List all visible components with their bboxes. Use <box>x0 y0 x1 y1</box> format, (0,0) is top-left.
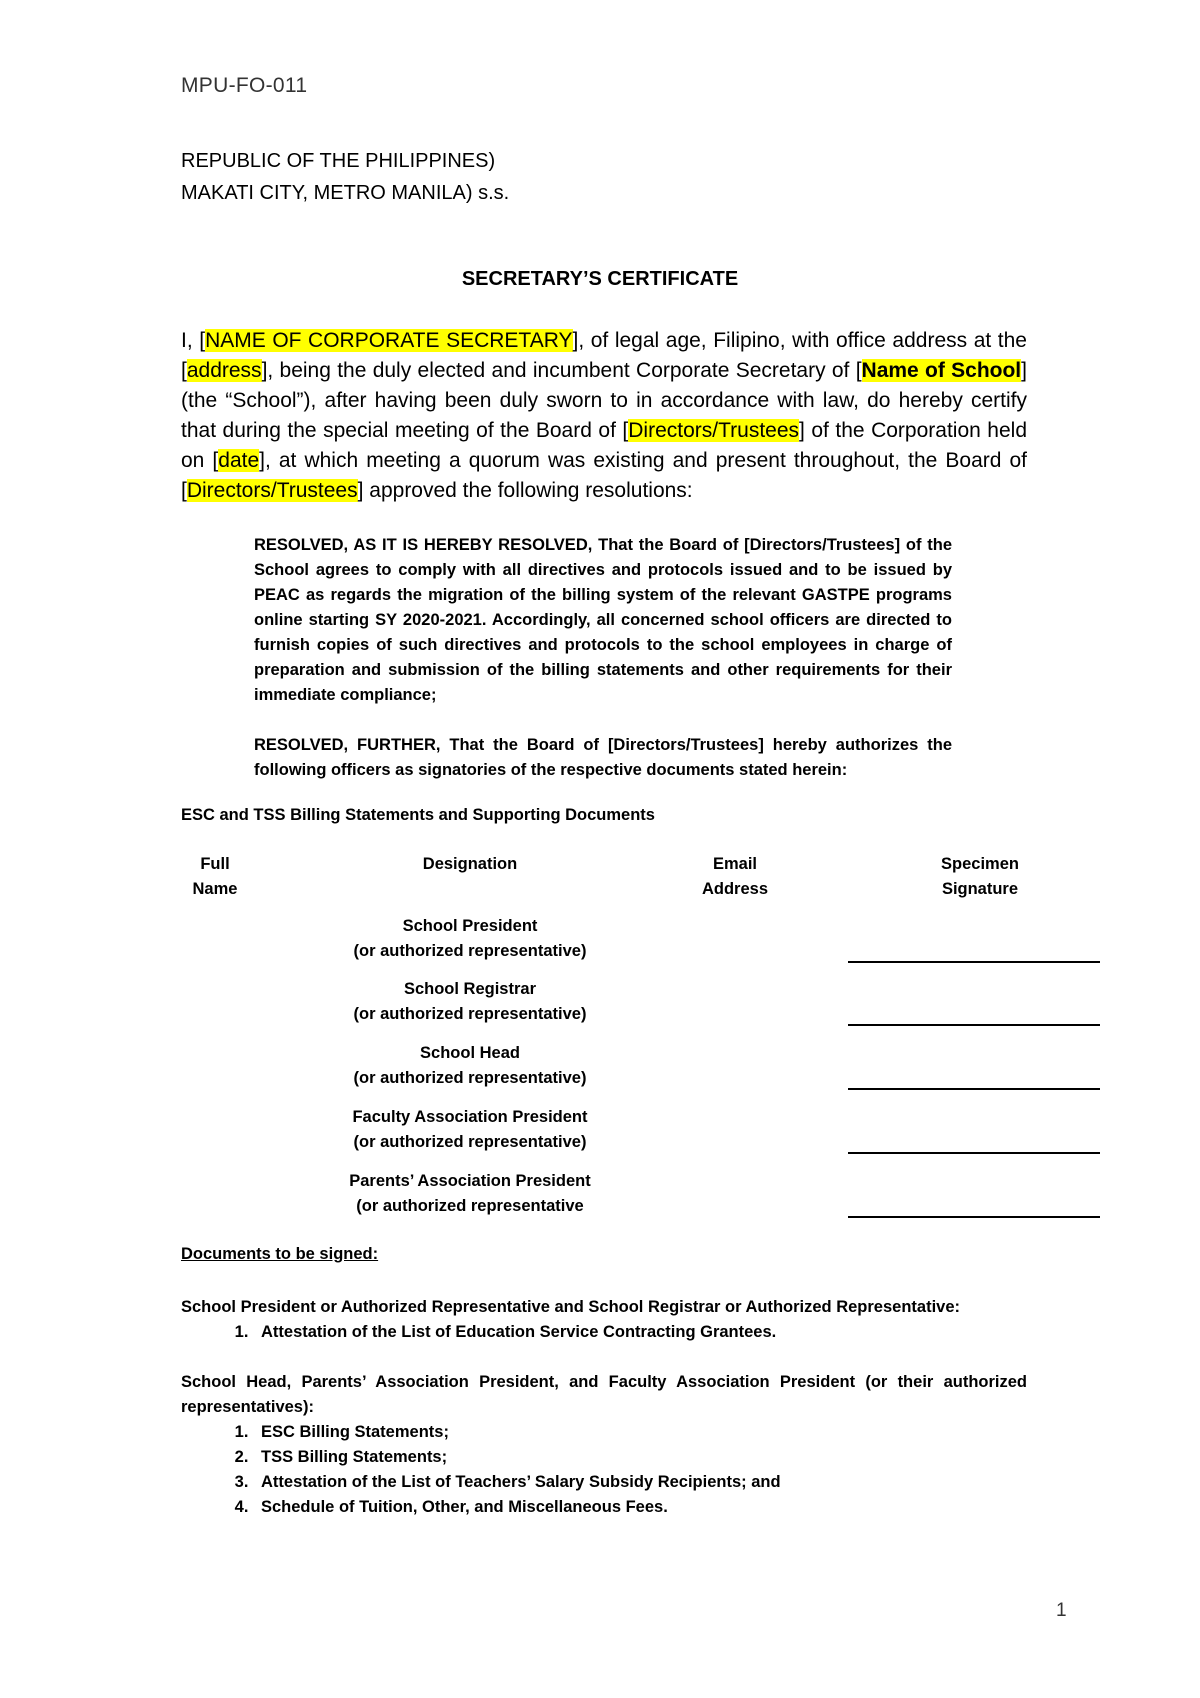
designation-title: Parents’ Association President <box>349 1172 591 1190</box>
signature-line <box>848 1216 1100 1218</box>
designation-title: School Head <box>420 1044 520 1062</box>
signatory-row <box>320 914 620 964</box>
documents-title: Documents to be signed: <box>181 1245 379 1263</box>
documents-group-1-heading: School President or Authorized Representative and School Registrar or Authorized Representative: <box>181 1298 961 1316</box>
header-specimen-signature: Specimen Signature <box>941 855 1019 898</box>
list-item: 3. Attestation of the List of Teachers’ Salary Subsidy Recipients; and <box>253 1470 781 1495</box>
address-placeholder: address <box>186 359 262 382</box>
designation-note: (or authorized representative) <box>353 1069 587 1087</box>
designation-title: School President <box>402 917 538 935</box>
document-title: SECRETARY’S CERTIFICATE <box>461 268 739 290</box>
header-email-address: Email Address <box>701 855 769 898</box>
venue-line-1: REPUBLIC OF THE PHILIPPINES) <box>181 150 496 172</box>
signatory-row <box>320 1169 620 1219</box>
signature-line <box>848 1152 1100 1154</box>
signatory-row <box>320 977 620 1027</box>
section-title: ESC and TSS Billing Statements and Supporting Documents <box>181 806 655 824</box>
form-code: MPU-FO-011 <box>181 74 308 97</box>
documents-group-1-list <box>213 1320 776 1345</box>
signatory-row <box>320 1105 620 1155</box>
header-full-name: Full Name <box>192 855 238 898</box>
list-item: 2. TSS Billing Statements; <box>253 1445 781 1470</box>
signature-line <box>848 1024 1100 1026</box>
venue-line-2: MAKATI CITY, METRO MANILA) s.s. <box>181 182 510 204</box>
list-item: 4. Schedule of Tuition, Other, and Miscellaneous Fees. <box>253 1495 781 1520</box>
list-item: 1. Attestation of the List of Education Service Contracting Grantees. <box>253 1320 776 1345</box>
secretary-name-placeholder: NAME OF CORPORATE SECRETARY <box>205 329 573 352</box>
designation-note: (or authorized representative <box>356 1197 584 1215</box>
documents-group-2-list <box>213 1420 781 1520</box>
designation-title: School Registrar <box>403 980 537 998</box>
documents-group-2-heading: School Head, Parents’ Association President, and Faculty Association President (or their authorized representatives): <box>181 1373 1027 1416</box>
board-placeholder: Directors/Trustees <box>186 479 358 502</box>
date-placeholder: date <box>218 449 260 472</box>
designation-note: (or authorized representative) <box>353 942 587 960</box>
designation-title: Faculty Association President <box>352 1108 588 1126</box>
signature-line <box>848 961 1100 963</box>
page-number: 1 <box>1056 1600 1067 1621</box>
board-placeholder: Directors/Trustees <box>628 419 800 442</box>
list-item: 1. ESC Billing Statements; <box>253 1420 781 1445</box>
certification-paragraph: I, [NAME OF CORPORATE SECRETARY], of legal age, Filipino, with office address at the [address], being the duly elected and incumbent Corporate Secretary of [Name of School] (the “School”), after having been duly sworn to in accordance with law, do hereby certify that during the special meeting of the Board of [Directors/Trustees] of the Corporation held on [date], at which meeting a quorum was existing and present throughout, the Board of [Directors/Trustees] approved the following resolutions: <box>181 329 1028 502</box>
resolution-2: RESOLVED, FURTHER, That the Board of [Directors/Trustees] hereby authorizes the following officers as signatories of the respective documents stated herein: <box>254 736 952 779</box>
school-name-placeholder: Name of School <box>861 359 1022 382</box>
designation-note: (or authorized representative) <box>353 1005 587 1023</box>
header-designation: Designation <box>422 855 518 873</box>
resolution-1: RESOLVED, AS IT IS HEREBY RESOLVED, That the Board of [Directors/Trustees] of the School agrees to comply with all directives and protocols issued and to be issued by PEAC as regards the migration of the billing system of the relevant GASTPE programs online starting SY 2020-2021. Accordingly, all concerned school officers are directed to furnish copies of such directives and protocols to the school employees in charge of preparation and submission of the billing statements and other requirements for their immediate compliance; <box>254 536 952 704</box>
designation-note: (or authorized representative) <box>353 1133 587 1151</box>
signatory-row <box>320 1041 620 1091</box>
signature-line <box>848 1088 1100 1090</box>
